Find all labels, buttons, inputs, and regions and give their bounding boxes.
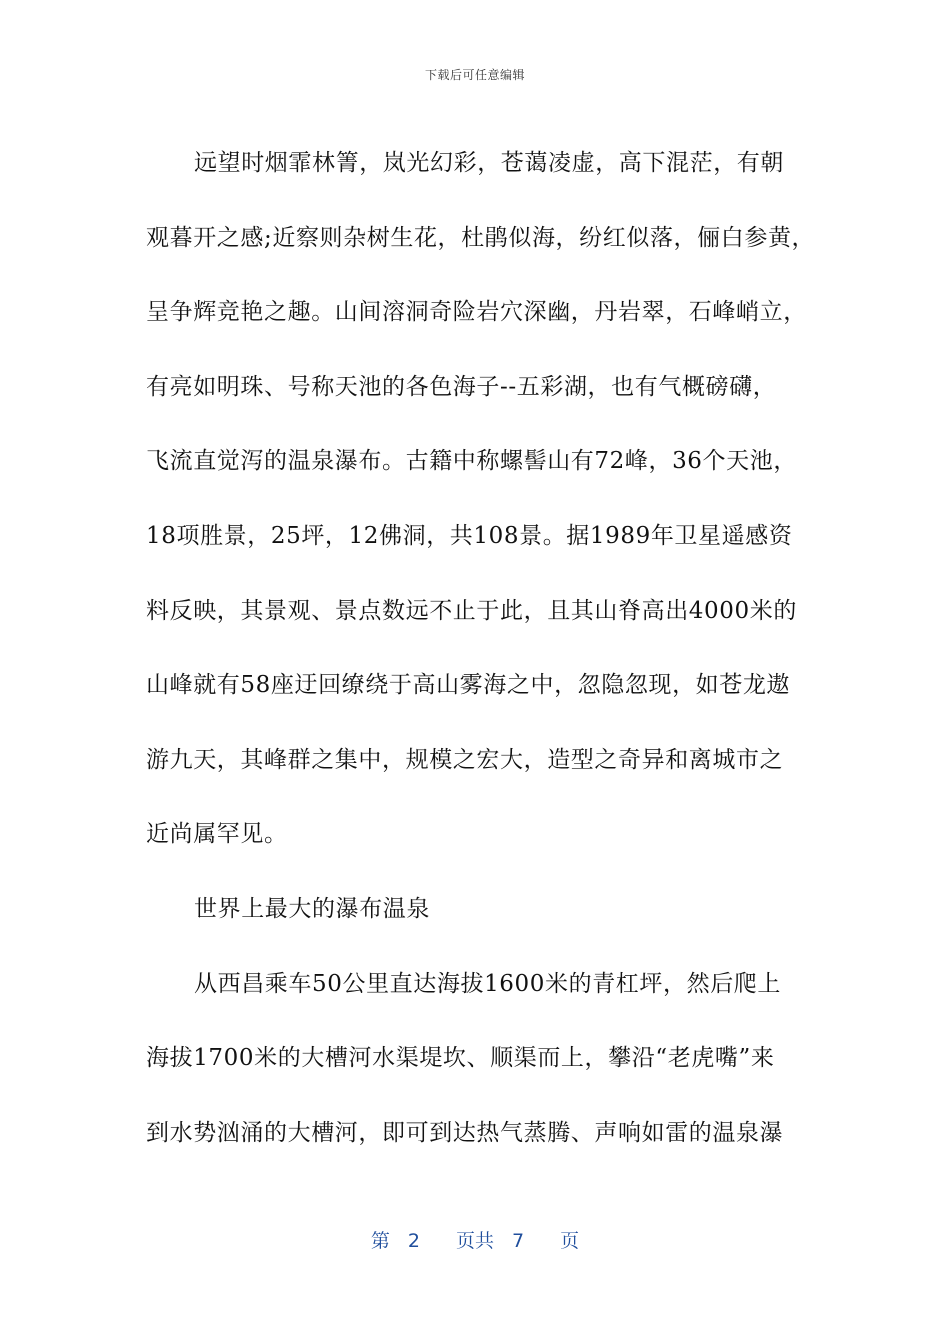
paragraph-line: 有亮如明珠、号称天池的各色海子--五彩湖，也有气概磅礴， [146, 373, 777, 400]
section-heading: 世界上最大的瀑布温泉 [194, 895, 430, 922]
paragraph-line: 观暮开之感;近察则杂树生花，杜鹃似海，纷红似落，俪白参黄， [146, 224, 816, 251]
page-footer [0, 1226, 950, 1253]
paragraph-line: 从西昌乘车50公里直达海拔1600米的青杠坪，然后爬上 [194, 970, 781, 997]
paragraph-line: 呈争辉竞艳之趣。山间溶洞奇险岩穴深幽，丹岩翠，石峰峭立， [146, 299, 807, 326]
paragraph-line: 近尚属罕见。 [146, 821, 288, 848]
paragraph-line: 游九天，其峰群之集中，规模之宏大，造型之奇异和离城市之 [146, 746, 784, 773]
footer-middle: 页共 [455, 1230, 494, 1252]
document-body [146, 126, 826, 1170]
footer-current-page: 2 [407, 1230, 420, 1252]
paragraph-line: 到水势汹涌的大槽河，即可到达热气蒸腾、声响如雷的温泉瀑 [146, 1119, 784, 1146]
paragraph-line: 料反映，其景观、景点数远不止于此，且其山脊高出4000米的 [146, 597, 797, 624]
paragraph-line: 海拔1700米的大槽河水渠堤坎、顺渠而上，攀沿“老虎嘴”来 [146, 1045, 775, 1072]
footer-prefix: 第 [370, 1230, 390, 1252]
page-header: 下载后可任意编辑 [424, 68, 525, 82]
footer-suffix: 页 [560, 1230, 580, 1252]
paragraph-line: 山峰就有58座迂回缭绕于高山雾海之中，忽隐忽现，如苍龙遨 [146, 672, 791, 699]
paragraph-line: 远望时烟霏林箐，岚光幻彩，苍蔼凌虚，高下混茫，有朝 [194, 150, 784, 176]
paragraph-line: 18项胜景，25坪，12佛洞，共108景。据1989年卫星遥感资 [146, 522, 793, 549]
paragraph-line: 飞流直觉泻的温泉瀑布。古籍中称螺髻山有72峰，36个天池， [146, 448, 797, 475]
footer-total-pages: 7 [512, 1230, 525, 1252]
